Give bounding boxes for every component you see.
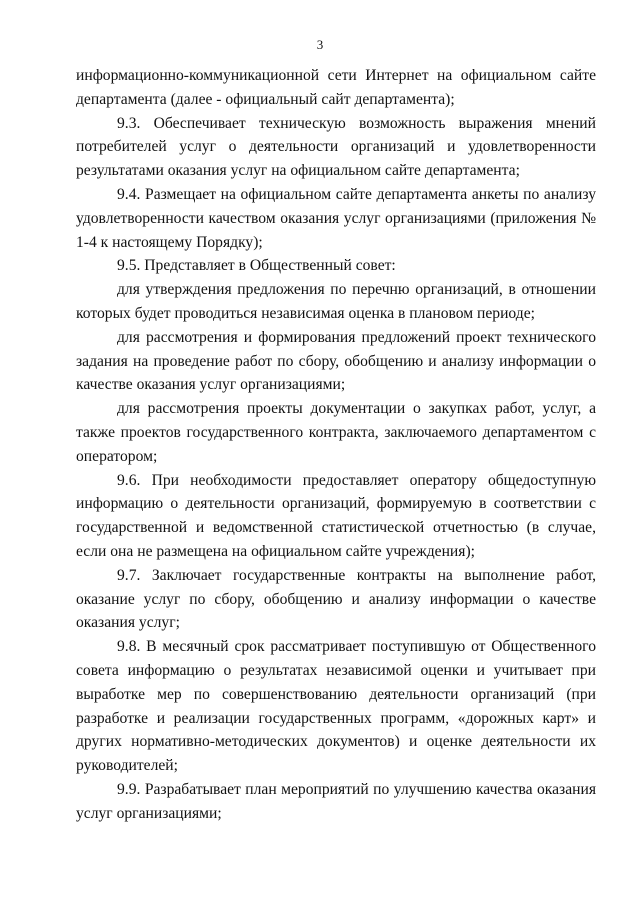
paragraph-9-9: 9.9. Разрабатывает план мероприятий по улучшению качества оказания услуг организациями; (76, 780, 596, 822)
paragraph-9-6: 9.6. При необходимости предоставляет оператору общедоступную информацию о деятельности организаций, формируемую в соответствии с государственной и ведомственной статистической отчетностью (в случае, если она не размещена на официальном сайте учреждения); (76, 471, 596, 560)
paragraph-continuation: информационно-коммуникационной сети Интернет на официальном сайте департамента (далее - официальный сайт департамента); (76, 67, 596, 108)
document-body (76, 64, 596, 826)
paragraph-9-5: 9.5. Представляет в Общественный совет: (117, 257, 396, 275)
paragraph-9-5-item-1: для утверждения предложения по перечню организаций, в отношении которых будет проводиться независимая оценка в плановом периоде; (76, 281, 596, 322)
paragraph-9-7: 9.7. Заключает государственные контракты на выполнение работ, оказание услуг по сбору, обобщению и анализу информации о качестве оказания услуг; (76, 566, 596, 632)
paragraph-9-3: 9.3. Обеспечивает техническую возможность выражения мнений потребителей услуг о деятельности организаций и удовлетворенности результатами оказания услуг на официальном сайте департамента; (76, 114, 596, 180)
page-number: 3 (316, 37, 324, 52)
paragraph-9-5-item-3: для рассмотрения проекты документации о закупках работ, услуг, а также проектов государственного контракта, заключаемого департаментом с оператором; (76, 400, 596, 465)
paragraph-9-4: 9.4. Размещает на официальном сайте департамента анкеты по анализу удовлетворенности качеством оказания услуг организациями (приложения № 1-4 к настоящему Порядку); (76, 185, 596, 251)
paragraph-9-8: 9.8. В месячный срок рассматривает поступившую от Общественного совета информацию о результатах независимой оценки и учитывает при выработке мер по совершенствованию деятельности организаций (при разработке и реализации государственных программ, «дорожных карт» и других нормативно-методических документов) и оценке деятельности их руководителей; (76, 638, 596, 775)
paragraph-9-5-item-2: для рассмотрения и формирования предложений проект технического задания на проведение работ по сбору, обобщению и анализу информации о качестве оказания услуг организациями; (76, 328, 596, 394)
